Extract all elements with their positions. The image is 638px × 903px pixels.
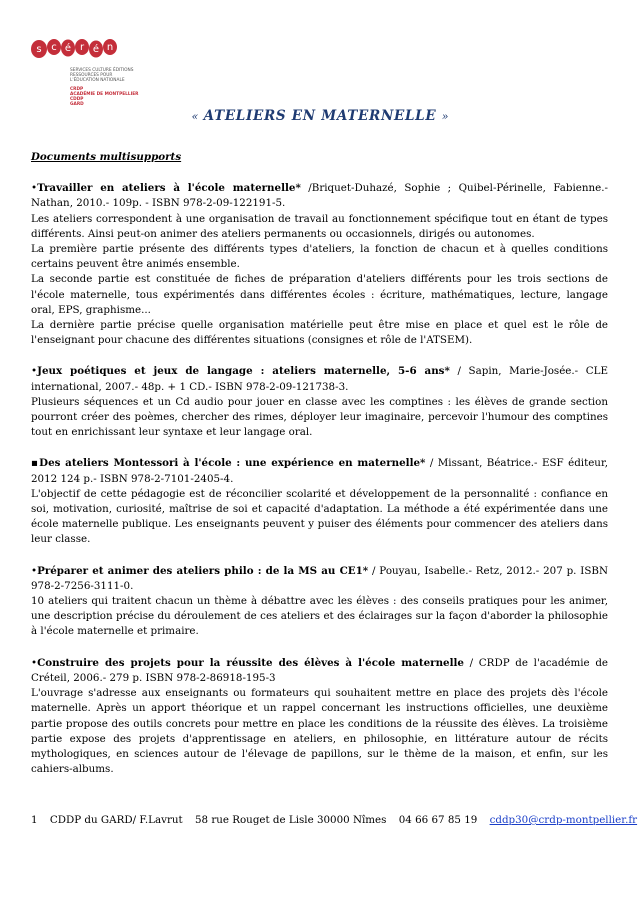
book-entry bbox=[31, 564, 608, 640]
book-reference: / CRDP de l'académie de Créteil, 2006.- 279 p. ISBN 978-2-86918-195-3 bbox=[31, 656, 609, 684]
footer-phone: 04 66 67 85 19 bbox=[398, 814, 478, 826]
logo-org-line: CRDP bbox=[70, 86, 84, 92]
book-reference: /Briquet-Duhazé, Sophie ; Quibel-Périnelle, Fabienne.- Nathan, 2010.- 109p. - ISBN 978-2-09-122191-5. bbox=[31, 182, 608, 210]
footer-email-link[interactable]: cddp30@crdp-montpellier.fr bbox=[489, 814, 638, 826]
bullet: • bbox=[31, 182, 38, 195]
book-title: Construire des projets pour la réussite des élèves à l'école maternelle bbox=[37, 656, 464, 669]
entry-description: La seconde partie est constituée de fiches de préparation d'ateliers différents pour les trois sections de l'école maternelle, tous expérimentés dans différentes écoles : écriture, mathématiques, lecture, langage oral, EPS, graphisme... bbox=[31, 273, 608, 316]
entry-heading bbox=[31, 656, 608, 686]
logo-org-line: GARD bbox=[70, 102, 84, 108]
svg-text:é: é bbox=[64, 43, 72, 54]
book-entry bbox=[31, 364, 608, 440]
logo-org-line: ACADÉMIE DE MONTPELLIER bbox=[70, 91, 139, 97]
logo-text-block bbox=[70, 68, 138, 107]
book-entry bbox=[31, 656, 608, 778]
footer-org: CDDP du GARD/ F.Lavrut bbox=[49, 814, 183, 826]
book-entry bbox=[31, 456, 608, 547]
logo-tagline-line: L'ÉDUCATION NATIONALE bbox=[70, 78, 125, 84]
book-title: Jeux poétiques et jeux de langage : ateliers maternelle, 5-6 ans* bbox=[37, 365, 450, 378]
page-title bbox=[170, 108, 470, 124]
logo-tagline-line: SERVICES CULTURE ÉDITIONS bbox=[70, 68, 134, 73]
entry-description: Plusieurs séquences et un Cd audio pour jouer en classe avec les comptines : les élèves de grande section pourront créer des poèmes, chercher des rimes, déployer leur imaginaire, percevoir l'humour des comptines tout en enrichissant leur syntaxe et leur langage oral. bbox=[31, 395, 608, 439]
page-number: 1 bbox=[31, 814, 38, 826]
document-body bbox=[31, 150, 608, 793]
entry-heading bbox=[31, 456, 608, 486]
title-close-quote: » bbox=[441, 110, 449, 123]
title-open-quote: « bbox=[191, 110, 199, 123]
entry-heading bbox=[31, 564, 608, 594]
sceren-wordmark-logo bbox=[30, 36, 130, 60]
book-title: Des ateliers Montessori à l'école : une expérience en maternelle* bbox=[39, 457, 426, 470]
book-title: Travailler en ateliers à l'école maternelle* bbox=[37, 182, 301, 195]
entry-description: Les ateliers correspondent à une organisation de travail au fonctionnement spécifique tout en étant de types différents. Ainsi peut-on animer des ateliers permanents ou occasionnels, dirigés ou autonomes. bbox=[31, 212, 608, 240]
book-reference: / Sapin, Marie-Josée.- CLE international, 2007.- 48p. + 1 CD.- ISBN 978-2-09-121738-3. bbox=[31, 365, 608, 393]
page-footer bbox=[31, 814, 638, 826]
bullet: ▪ bbox=[31, 457, 40, 470]
svg-text:é: é bbox=[92, 44, 100, 55]
section-title: Documents multisupports bbox=[31, 151, 182, 163]
svg-text:n: n bbox=[106, 42, 114, 53]
book-reference: / Missant, Béatrice.- ESF éditeur, 2012 124 p.- ISBN 978-2-7101-2405-4. bbox=[31, 457, 609, 485]
book-title: Préparer et animer des ateliers philo : de la MS au CE1* bbox=[37, 564, 369, 577]
entry-description: La première partie présente des différents types d'ateliers, la fonction de chacun et à quelles conditions certains peuvent être animés ensemble. bbox=[31, 243, 608, 271]
book-entry bbox=[31, 181, 608, 348]
bullet: • bbox=[31, 365, 38, 378]
entry-description: L'ouvrage s'adresse aux enseignants ou formateurs qui souhaitent mettre en place des projets dès l'école maternelle. Après un apport théorique et un rappel concernant les instructions officielles, une deuxième partie propose des outils concrets pour mettre en place les conditions de la réussite des élèves. La troisième partie expose des projets d'apprentissage en ateliers, en philosophie, en littérature autour de récits mythologiques, en sciences autour de l'élevage de papillons, sur le thème de la maison, et enfin, sur les cahiers-albums. bbox=[31, 687, 608, 776]
book-reference: / Pouyau, Isabelle.- Retz, 2012.- 207 p. ISBN 978-2-7256-3111-0. bbox=[31, 564, 608, 592]
entry-description: La dernière partie précise quelle organisation matérielle peut être mise en place et quel est le rôle de l'enseignant pour chacune des différentes situations (consignes et rôle de l'ATSEM). bbox=[31, 319, 608, 347]
entry-heading bbox=[31, 364, 608, 394]
sceren-logo bbox=[30, 30, 160, 122]
svg-text:s: s bbox=[36, 44, 42, 55]
bullet: • bbox=[31, 564, 38, 577]
logo-tagline-line: RESSOURCES POUR bbox=[70, 73, 113, 79]
entry-description: 10 ateliers qui traitent chacun un thème à débattre avec les élèves : des conseils pratiques pour les animer, une description précise du déroulement de ces ateliers et des éclairages sur la façon d'aborder la philosophie à l'école maternelle et primaire. bbox=[31, 595, 608, 638]
entry-description: L'objectif de cette pédagogie est de réconcilier scolarité et développement de la personnalité : confiance en soi, motivation, curiosité, maîtrise de soi et capacité d'adaptation. La méthode a été expérimentée dans une école maternelle publique. Les enseignants peuvent y puiser des éléments pour commencer des ateliers dans leur classe. bbox=[31, 487, 608, 546]
title-text: ATELIERS EN MATERNELLE bbox=[203, 108, 437, 124]
svg-text:r: r bbox=[79, 42, 85, 53]
bullet: • bbox=[31, 656, 38, 669]
entry-heading bbox=[31, 181, 608, 211]
svg-text:c: c bbox=[51, 42, 57, 53]
logo-org-line: CDDP bbox=[70, 97, 84, 103]
footer-address: 58 rue Rouget de Lisle 30000 Nîmes bbox=[194, 814, 387, 826]
